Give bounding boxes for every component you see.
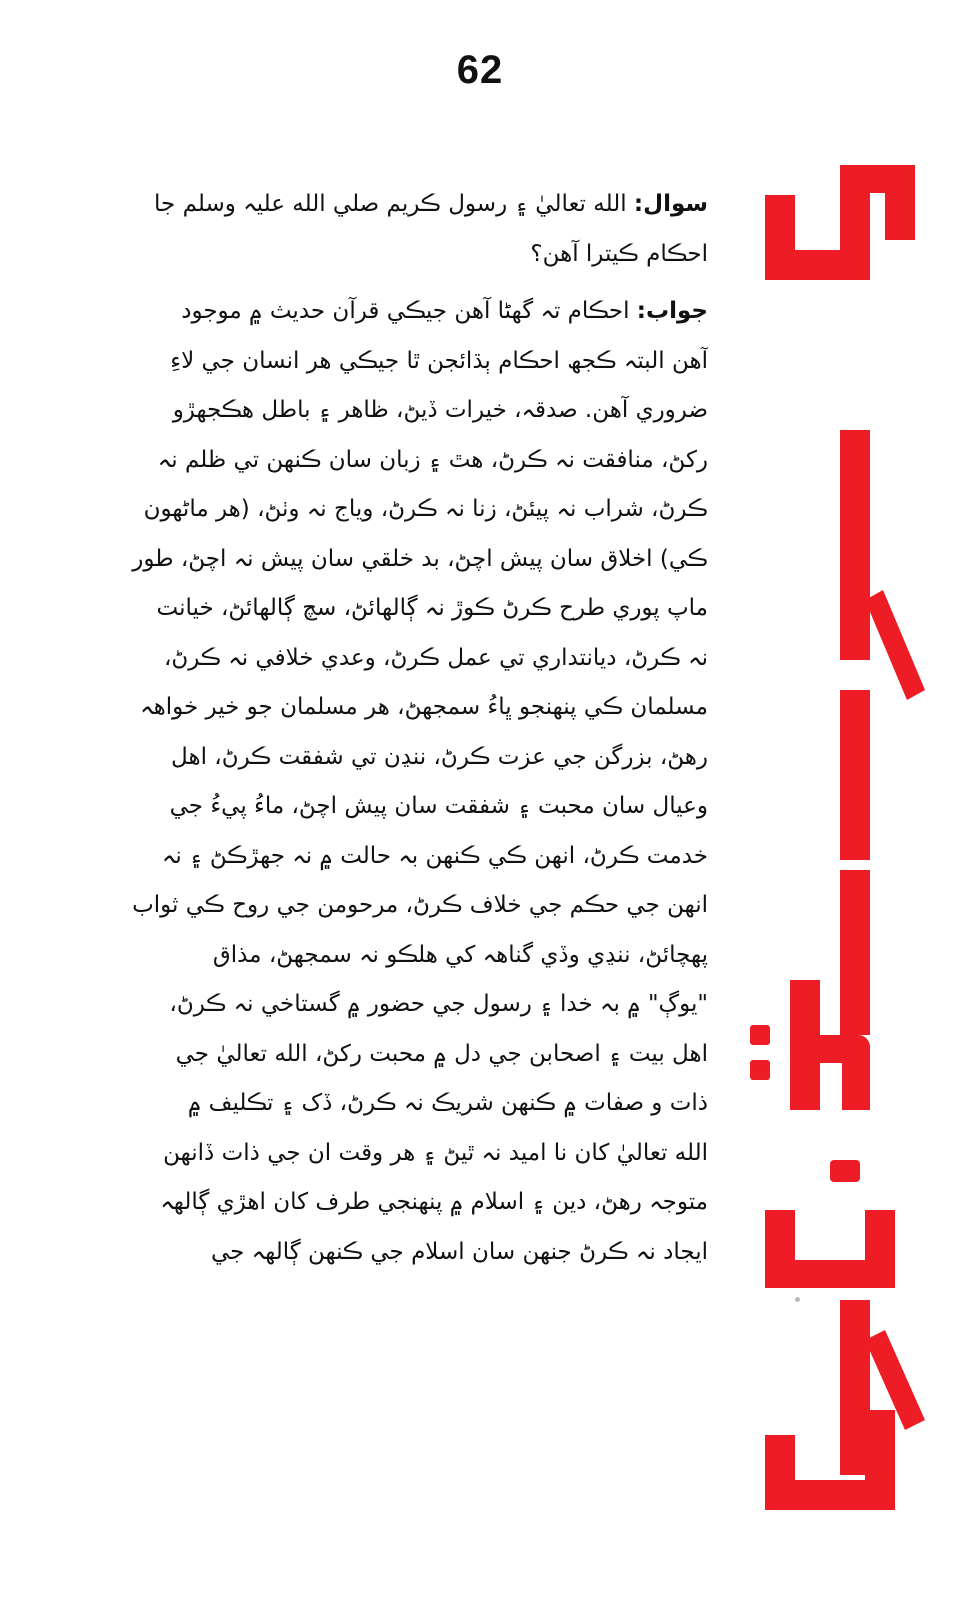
text-line: خدمت ڪرڻ، انهن ڪي ڪنهن بہ حالت ۾ نہ جهڙڪڻ ۽ نہ	[161, 842, 708, 869]
text-line: "يوڳ" ۾ بہ خدا ۽ رسول جي حضور ۾ گستاخي نہ ڪرڻ،	[169, 991, 708, 1017]
text-line: وعيال سان محبت ۽ شفقت سان پيش اچڻ، ماءُ پيءُ جي	[169, 793, 708, 819]
text-line	[28, 287, 708, 337]
document-body	[28, 180, 708, 1285]
page-number: 62	[456, 48, 504, 92]
question-text: الله تعاليٰ ۽ رسول ڪريم صلي الله عليہ وسلم جا	[154, 191, 627, 217]
text-line: الله تعاليٰ کان نا اميد نہ ٿيڻ ۽ هر وقت ان جي ذات ڏانهن	[163, 1139, 708, 1166]
text-line: ايجاد نہ ڪرڻ جنهن سان اسلام جي ڪنهن ڳالهہ جي	[210, 1238, 708, 1265]
text-line: نہ ڪرڻ، ديانتداري تي عمل ڪرڻ، وعدي خلافي نہ ڪرڻ،	[163, 644, 708, 671]
answer-label: جواب:	[636, 298, 708, 324]
text-line: انهن جي حڪم جي خلاف ڪرڻ، مرحومن جي روح ڪي ثواب	[132, 892, 708, 918]
watermark-logo	[745, 150, 935, 1530]
text-line: ماپ پوري طرح ڪرڻ ڪوڙ نہ ڳالهائڻ، سچ ڳالهائڻ، خيانت	[156, 595, 708, 621]
text-line: آهن البتہ ڪجھ احڪام ٻڌائجن ٿا جيڪي هر انسان جي لاءِ	[170, 347, 708, 374]
answer-paragraph	[28, 287, 708, 1277]
text-line: رکڻ، منافقت نہ ڪرڻ، هٿ ۽ زبان سان ڪنهن تي ظلم نہ	[157, 446, 708, 473]
answer-text: احڪام تہ گھڻا آهن جيڪي قرآن حديث ۾ موجود	[181, 298, 630, 324]
text-line: احڪام ڪيترا آهن؟	[530, 240, 708, 267]
text-line: ضروري آهن. صدقہ، خيرات ڏيڻ، ظاهر ۽ باطل هڪجهڙو	[172, 397, 708, 423]
question-label: سوال:	[633, 191, 708, 217]
text-line: ڪي) اخلاق سان پيش اچڻ، بد خلقي سان پيش نہ اچڻ، طور	[132, 545, 708, 572]
text-line: ذات و صفات ۾ ڪنهن شريڪ نہ ڪرڻ، ڏک ۽ تڪليف ۾	[187, 1090, 708, 1116]
question-paragraph	[28, 180, 708, 279]
text-line: متوجہ رهڻ، دين ۽ اسلام ۾ پنهنجي طرف کان اهڙي ڳالهہ	[160, 1189, 708, 1215]
text-line: اهل بيت ۽ اصحابن جي دل ۾ محبت رکڻ، الله تعاليٰ جي	[175, 1040, 708, 1067]
text-line: مسلمان ڪي پنهنجو ڀاءُ سمجھڻ، هر مسلمان جو خير خواهہ	[140, 694, 708, 720]
text-line: پهچائڻ، ننڍي وڏي گناهہ کي هلڪو نہ سمجھڻ، مذاق	[212, 941, 708, 968]
stray-mark	[795, 1297, 800, 1302]
text-line	[28, 180, 708, 230]
text-line: رهڻ، بزرگن جي عزت ڪرڻ، ننڍن تي شفقت ڪرڻ، اهل	[171, 743, 708, 770]
text-line: ڪرڻ، شراب نہ پيئڻ، زنا نہ ڪرڻ، وياج نہ وٺڻ، (هر ماڻهون	[143, 496, 708, 522]
